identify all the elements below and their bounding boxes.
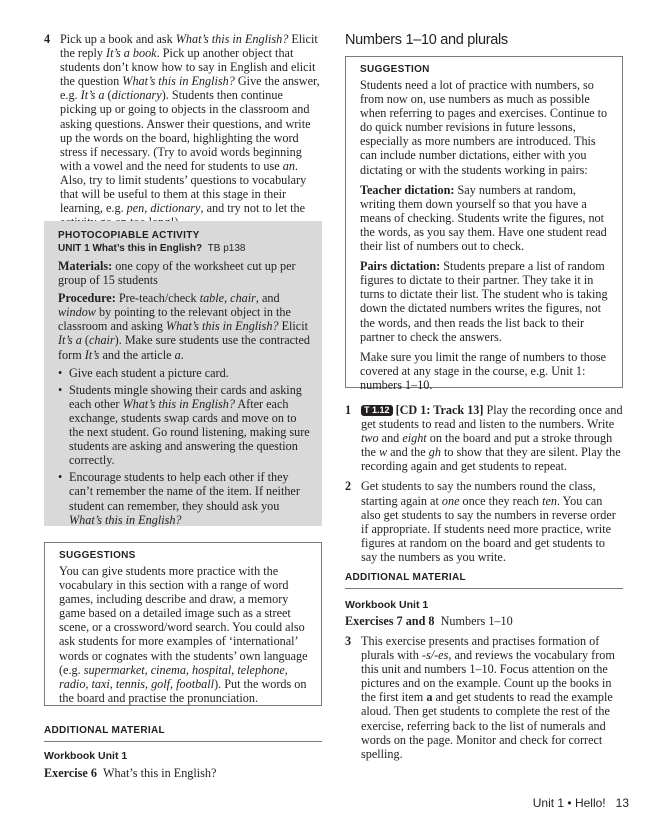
right-steps-upper — [345, 403, 623, 564]
step-text: Get students to say the numbers round the class, starting again at one once they reach ten. You can also get students to say the numbers in reverse order if appropriate. If students need more practice, write figures at random on the board and get students to say the numbers as you write. — [361, 479, 616, 564]
photocopiable-activity-box — [44, 221, 322, 526]
page-footer — [533, 795, 629, 811]
activity-heading: PHOTOCOPIABLE ACTIVITY — [58, 230, 200, 241]
step-text: This exercise presents and practises formation of plurals with -s/-es, and reviews the vocabulary from this unit and numbers 1–10. Focus attention on the pictures and on the example. Count up the books in the first item a and get students to read the example aloud. Then get students to complete the rest of the exercise, referring back to the list of numerals and words on the page. Monitor and check for correct spelling. — [361, 634, 615, 761]
list-item: • Encourage students to help each other if they can’t remember the name of the item. If neither student can remember, they should ask you What’s this in English? — [58, 470, 312, 526]
procedure-step-4 — [44, 32, 322, 229]
step-text: T 1.12 [CD 1: Track 13] Play the recording once and get students to read and listen to the numbers. Write two and eight on the board and put a stroke through the w and the gh to show that they are silent. Play the recording again and get students to repeat. — [361, 403, 623, 474]
additional-material-heading: ADDITIONAL MATERIAL — [345, 571, 623, 589]
section-title: Numbers 1–10 and plurals — [345, 32, 508, 48]
suggestions-box — [44, 542, 322, 706]
workbook-unit: Workbook Unit 1 — [44, 750, 128, 762]
activity-procedure: Procedure: Pre-teach/check table, chair, and window by pointing to the relevant object in the classroom and asking What’s this in English? Elicit It’s a (chair). Make sure students use the contracted form It’s and the article a. — [58, 291, 310, 362]
activity-bullet-list — [58, 366, 312, 527]
activity-unit-line: UNIT 1 What’s this in English? TB p138 — [58, 243, 246, 254]
procedure-step-1 — [345, 403, 623, 473]
suggestion-intro: Students need a lot of practice with numbers, so from now on, use numbers as much as possible when referring to pages and exercises. Continue to do quick number revisions in future lessons, especially as more numbers are introduced. This can include number dictations, either with you dictating or with the students working in pairs: — [360, 78, 608, 177]
additional-material-right — [345, 571, 623, 628]
procedure-step-2 — [345, 479, 623, 564]
step-number: 1 — [345, 403, 352, 417]
additional-material-left — [44, 724, 322, 780]
suggestion-limit: Make sure you limit the range of numbers to those covered at any stage in the course, e.g. Unit 1: numbers 1–10. — [360, 349, 607, 392]
pairs-dictation: Pairs dictation: Students prepare a list of random figures to dictate to their partner. They take it in turns to dictate their list. The student who is taking down the dictated numbers writes the figures, not the words, and then reads the list back to their partner to check the answers. — [360, 259, 608, 344]
suggestions-heading: SUGGESTIONS — [59, 550, 136, 561]
suggestion-heading: SUGGESTION — [360, 64, 430, 75]
left-column — [44, 32, 322, 229]
list-item: • Students mingle showing their cards and asking each other What’s this in English? After each exchange, students swap cards and move on to the next student. Go round listening, making sure students are asking and answering the question correctly. — [58, 383, 312, 468]
step-number: 4 — [44, 32, 51, 46]
page-number: 13 — [615, 796, 629, 810]
step-number: 3 — [345, 634, 352, 648]
suggestion-box — [345, 56, 623, 392]
procedure-step-3 — [345, 634, 623, 761]
activity-materials: Materials: one copy of the worksheet cut up per group of 15 students — [58, 259, 296, 288]
workbook-exercise: Exercises 7 and 8 Numbers 1–10 — [345, 614, 513, 628]
suggestions-text: You can give students more practice with the vocabulary in this section with a range of word games, including describe and draw, a memory game based on a detailed image such as a street scene, or a crossword/word search. You could also ask students for more examples of ‘international’ words or cognates with the students’ own language (e.g. supermarket, cinema, hospital, telephone, radio, taxi, tennis, golf, football). Put the words on the board and practise the pronunciation. — [59, 564, 308, 705]
list-item: • Give each student a picture card. — [58, 366, 312, 380]
right-steps-lower — [345, 634, 623, 761]
step-text: Pick up a book and ask What’s this in English? Elicit the reply It’s a book. Pick up another object that students don’t know how to say in English and elicit the question What’s this in English? Give the answer, e.g. It’s a (dictionary). Students then continue picking up or going to objects in the classroom and asking questions. Answer their questions, and write up the words on the board, highlighting the word stress if necessary. (Try to avoid words beginning with a vowel and the need for students to use an. Also, try to limit students’ questions to vocabulary that will be useful to them at this stage in their learning, e.g. pen, dictionary, and try not to let the — [60, 32, 320, 216]
additional-material-heading: ADDITIONAL MATERIAL — [44, 724, 322, 742]
step-number: 2 — [345, 479, 352, 494]
workbook-exercise: Exercise 6 What’s this in English? — [44, 766, 217, 780]
teacher-dictation: Teacher dictation: Say numbers at random, writing them down yourself so that you have a means of checking. Students write the figures, not the words, as you say them. Have one student read their list of numbers out to check. — [360, 182, 607, 254]
track-badge: T 1.12 — [361, 405, 393, 416]
workbook-unit: Workbook Unit 1 — [345, 599, 429, 611]
tb-reference: TB p138 — [207, 243, 246, 254]
footer-unit: Unit 1 • Hello! — [532, 796, 606, 810]
